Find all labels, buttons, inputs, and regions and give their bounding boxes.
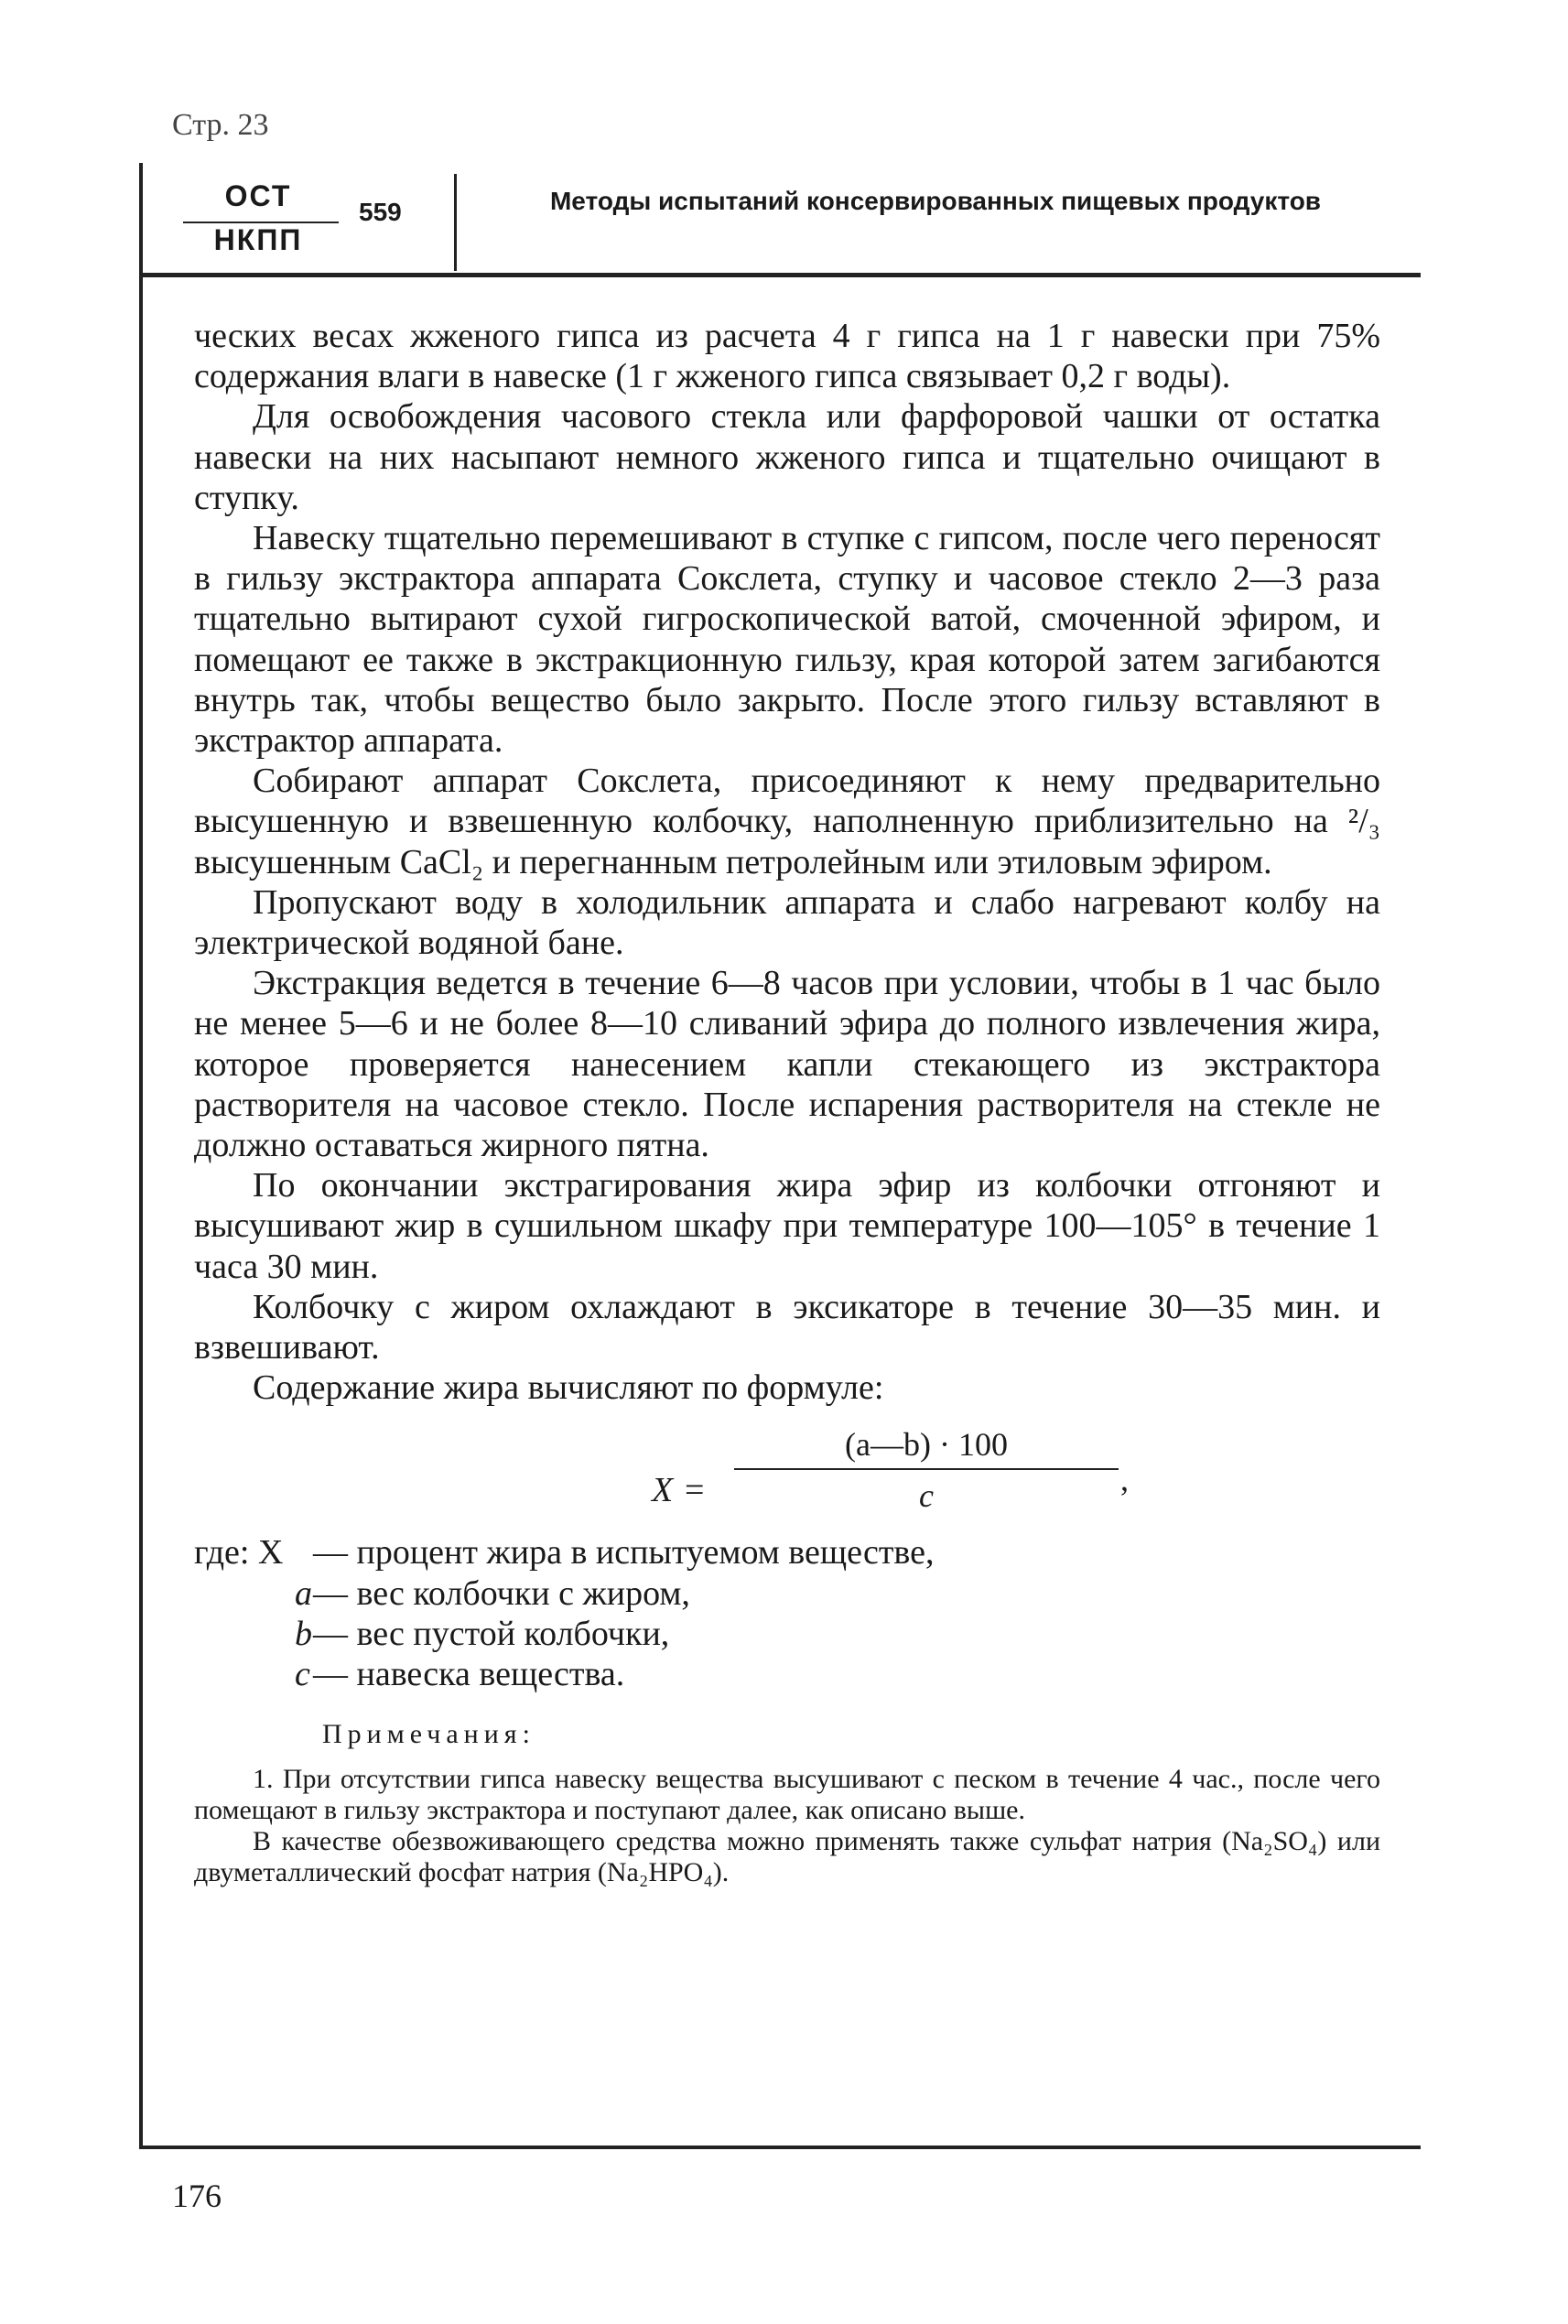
formula-equals: = (685, 1471, 705, 1510)
frame-bottom-rule (139, 2146, 1421, 2149)
paragraph: Колбочку с жиром охлаждают в эксикаторе в течение 30—35 мин. и взвешивают. (194, 1287, 1380, 1367)
legend-text: — вес колбочки с жиром, (313, 1573, 690, 1613)
legend-text: — процент жира в испытуемом веществе, (313, 1533, 935, 1573)
paragraph: ческих весах жженого гипса из расчета 4 г гипса на 1 г навески при 75% содержания влаги в навеске (1 г жженого гипса связывает 0,2 г воды). (194, 317, 1380, 396)
formula-fraction-bar (734, 1468, 1119, 1470)
legend-label: где: X (194, 1533, 284, 1573)
formula-lhs: X (652, 1471, 674, 1510)
paragraph: Содержание жира вычисляют по формуле: (253, 1368, 884, 1408)
paragraph: Пропускают воду в холодильник аппарата и слабо нагревают колбу на электрической водяной бане. (194, 882, 1380, 963)
formula-comma: , (1120, 1461, 1129, 1498)
paragraph: Навеску тщательно перемешивают в ступке с гипсом, после чего переносят в гильзу экстрактора аппарата Сокслета, ступку и часовое стекло 2—3 раза тщательно вытирают сухой гигроскопической ватой, смоченной эфиром, и помещают ее также в экстракционную гильзу, края которой затем загибаются внутрь так, чтобы вещество было закрыто. После этого гильзу вставляют в экстрактор аппарата. (194, 519, 1380, 761)
paragraph: По окончании экстрагирования жира эфир из колбочки отгоняют и высушивают жир в сушильном шкафу при температуре 100—105° в течение 1 часа 30 мин. (194, 1166, 1380, 1286)
note: В качестве обезвоживающего средства можно применять также сульфат натрия (Na₂SO₄) или двуметаллический фосфат натрия (Na₂HPO₄). (194, 1826, 1380, 1888)
note: 1. При отсутствии гипса навеску вещества высушивают с песком в течение 4 час., после чего помещают в гильзу экстрактора и поступают далее, как описано выше. (194, 1764, 1380, 1826)
legend-row (194, 1532, 1380, 1573)
formula-denominator: c (919, 1477, 934, 1515)
paragraph: Для освобождения часового стекла или фарфоровой чашки от остатка навески на них насыпают немного жженого гипса и тщательно очищают в ступку. (194, 397, 1380, 517)
legend-label: c (295, 1655, 310, 1694)
legend-label: b (295, 1614, 312, 1653)
legend-text: — вес пустой колбочки, (313, 1614, 670, 1653)
standard-number: 559 (359, 198, 402, 226)
notes-title: Примечания: (322, 1719, 535, 1750)
header-title: Методы испытаний консервированных пищевых продуктов (549, 187, 1322, 215)
formula-numerator: (a—b) · 100 (845, 1426, 1008, 1464)
legend-row (194, 1654, 1380, 1694)
legend-text: — навеска вещества. (313, 1655, 625, 1694)
notes (194, 1764, 1380, 1888)
header-divider (454, 174, 457, 271)
page-number: 176 (172, 2178, 222, 2214)
paragraph: Собирают аппарат Сокслета, присоединяют к нему предварительно высушенную и взвешенную колбочку, наполненную приблизительно на ²/₃ высушенным CaCl₂ и перегнанным петролейным или этиловым эфиром. (194, 762, 1380, 881)
fat-formula (194, 1417, 1380, 1527)
document-header (139, 167, 1421, 277)
standard-top: ОСТ (224, 179, 292, 212)
page-label: Стр. 23 (172, 108, 269, 142)
standard-designation (176, 179, 469, 271)
standard-bottom: НКПП (213, 223, 303, 256)
legend-row (194, 1573, 1380, 1614)
paragraph: Экстракция ведется в течение 6—8 часов при условии, чтобы в 1 час было не менее 5—6 и не более 8—10 сливаний эфира до полного извлечения жира, которое проверяется нанесением капли стекающего из экстрактора растворителя на часовое стекло. После испарения растворителя на стекле не должно оставаться жирного пятна. (194, 964, 1380, 1165)
legend-row (194, 1614, 1380, 1654)
legend-label: a (295, 1573, 312, 1613)
body-text (194, 316, 1380, 1888)
variable-legend (194, 1532, 1380, 1694)
